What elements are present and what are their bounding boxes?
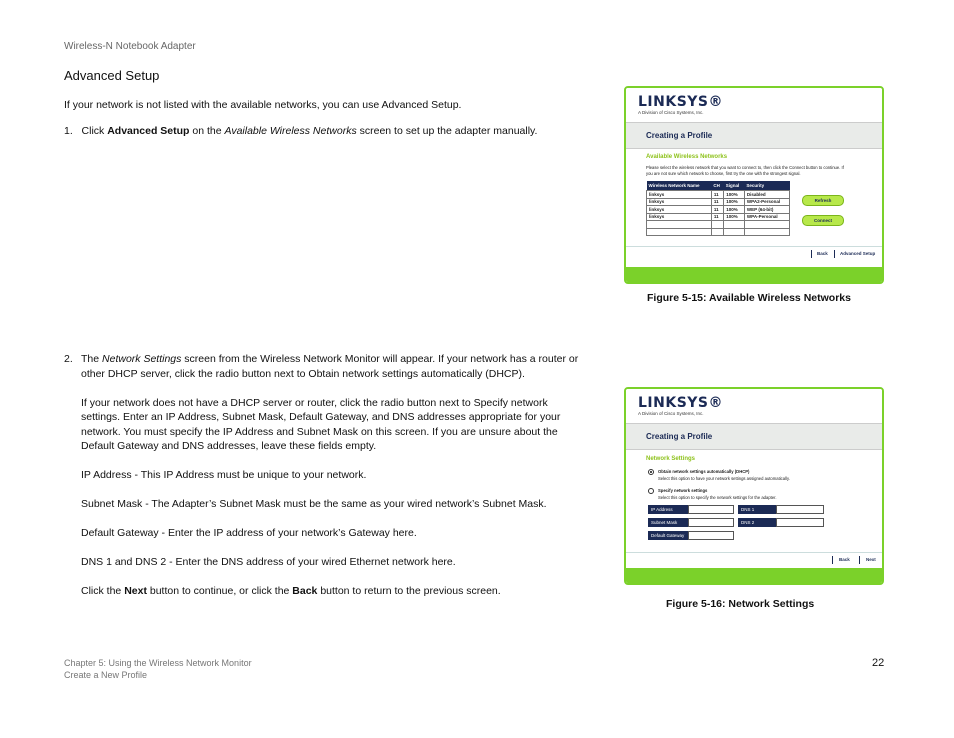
subnet-mask-label: Subnet Mask (648, 518, 688, 527)
default-gateway-label: Default Gateway (648, 531, 688, 540)
subnet-mask-note: Subnet Mask - The Adapter’s Subnet Mask must be the same as your wired network’s Subnet Mask. (81, 498, 547, 510)
dhcp-radio[interactable] (648, 469, 654, 475)
screen-title: Creating a Profile (646, 432, 713, 441)
table-row[interactable] (647, 228, 790, 236)
table-row[interactable] (647, 221, 790, 229)
dns1-input[interactable] (776, 505, 824, 514)
advanced-setup-button[interactable]: Advanced Setup (840, 251, 876, 256)
table-row[interactable]: linksys 11 100% WEP (64-bit) (647, 206, 790, 214)
table-header-row (647, 181, 790, 191)
figure-15-caption: Figure 5-15: Available Wireless Networks (647, 292, 851, 304)
step-number: 1. (64, 125, 73, 137)
screen-title: Creating a Profile (646, 131, 713, 140)
step-2-number: 2. (64, 353, 73, 365)
separator (834, 250, 835, 258)
column-header: Wireless Network Name (647, 181, 712, 191)
step-1: 1. Click Advanced Setup on the Available Wireless Networks screen to set up the adapter manually. (64, 125, 538, 137)
specify-option-description: Select this option to specify the network settings for the adapter. (658, 495, 777, 500)
networks-table (646, 181, 790, 236)
ip-address-note: IP Address - This IP Address must be unique to your network. (81, 469, 367, 481)
page-number: 22 (872, 657, 885, 669)
linksys-logo: LINKSYS® (638, 395, 723, 411)
specify-radio[interactable] (648, 488, 654, 494)
network-settings-screenshot (624, 387, 884, 585)
instructions: Please select the wireless network that you want to connect to, then click the Connect button to continue. If you are not sure which network to choose, first try the one with the strongest signal. (646, 165, 844, 176)
ip-address-input[interactable] (688, 505, 734, 514)
footer-chapter: Chapter 5: Using the Wireless Network Monitor (64, 658, 252, 668)
step-2-para-2: If your network does not have a DHCP server or router, click the radio button next to Specify network settings. Enter an IP Address, Subnet Mask, Default Gateway, and DNS addresses appropriate for your network. You must specify the IP Address and Subnet Mask on this screen. If you are unsure about the Default Gateway and DNS addresses, leave these fields empty. (81, 396, 561, 452)
table-row[interactable]: linksys 11 100% WPA2-Personal (647, 198, 790, 206)
refresh-button[interactable]: Refresh (802, 195, 844, 206)
linksys-logo: LINKSYS® (638, 94, 723, 110)
separator (811, 250, 812, 258)
step-2-para-1: The Network Settings screen from the Wireless Network Monitor will appear. If your network has a router or other DHCP server, click the radio button next to Obtain network settings automatically (DHCP). (81, 353, 579, 380)
next-back-note: Click the Next button to continue, or click the Back button to return to the previous screen. (81, 585, 501, 597)
intro-paragraph: If your network is not listed with the available networks, you can use Advanced Setup. (64, 99, 462, 111)
specify-option-label: Specify network settings (658, 488, 708, 493)
dhcp-option-label: Obtain network settings automatically (DHCP) (658, 469, 750, 474)
subnet-mask-input[interactable] (688, 518, 734, 527)
table-row[interactable]: linksys 11 100% WPA-Personal (647, 213, 790, 221)
footer-section: Create a New Profile (64, 670, 148, 680)
dns1-label: DNS 1 (738, 505, 776, 514)
available-networks-screenshot (624, 86, 884, 284)
table-row[interactable]: linksys 11 100% Disabled (647, 191, 790, 199)
step-2 (81, 352, 586, 599)
dns-note: DNS 1 and DNS 2 - Enter the DNS address of your wired Ethernet network here. (81, 556, 456, 568)
dns2-label: DNS 2 (738, 518, 776, 527)
back-button[interactable]: Back (839, 557, 850, 562)
dns2-input[interactable] (776, 518, 824, 527)
column-header: Security (744, 181, 789, 191)
figure-16-caption: Figure 5-16: Network Settings (666, 598, 815, 610)
default-gateway-note: Default Gateway - Enter the IP address of your network’s Gateway here. (81, 527, 417, 539)
back-button[interactable]: Back (817, 251, 828, 256)
footer-band (626, 267, 882, 282)
default-gateway-input[interactable] (688, 531, 734, 540)
ip-address-label: IP Address (648, 505, 688, 514)
nav-row (626, 246, 882, 261)
section-title: Advanced Setup (64, 68, 160, 83)
section-heading: Available Wireless Networks (646, 154, 728, 160)
column-header: CH (711, 181, 723, 191)
logo-subtitle: A Division of Cisco Systems, Inc. (638, 411, 704, 416)
dhcp-option-description: Select this option to have your network settings assigned automatically. (658, 476, 790, 481)
next-button[interactable]: Next (866, 557, 876, 562)
separator (832, 556, 833, 564)
document-header: Wireless-N Notebook Adapter (64, 41, 196, 52)
logo-subtitle: A Division of Cisco Systems, Inc. (638, 110, 704, 115)
nav-row (626, 552, 882, 567)
page-footer (64, 657, 252, 681)
separator (859, 556, 860, 564)
footer-band (626, 568, 882, 583)
connect-button[interactable]: Connect (802, 215, 844, 226)
column-header: Signal (724, 181, 745, 191)
section-heading: Network Settings (646, 456, 696, 462)
